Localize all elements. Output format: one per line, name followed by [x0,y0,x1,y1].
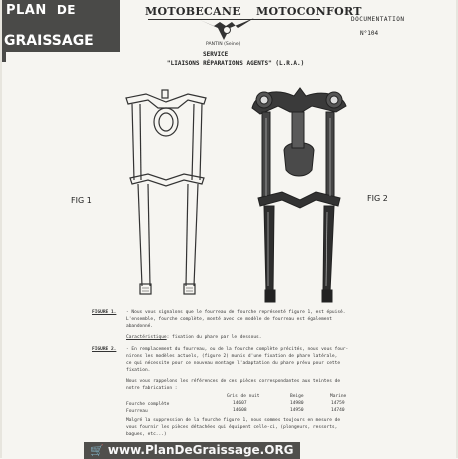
table-cell: 14607 [233,401,247,406]
fork-drawing-fig2 [246,78,351,308]
eagle-logo-icon [198,10,256,44]
figure-2-label: FIG 2 [367,194,388,203]
figure2-section-label: FIGURE 2. [92,347,117,352]
references-line-1: Nous vous rappelons les références de ces pièces correspondantes aux teintes de [126,379,341,384]
characteristic-label: Caractéristique [126,335,167,340]
fork-drawing-fig1 [118,80,213,302]
figure1-section-label: FIGURE 1. [92,310,117,315]
figure1-line-1: - Nous vous signalons que le fourreau de fourche représenté figure 1, est épuisé. [126,310,346,315]
service-title: SERVICE [203,51,229,58]
brand-left: MOTOBECANE [145,5,241,18]
figure1-line-2: L'ensemble, fourche complète, monté avec ce modèle de fourreau est également [126,317,332,322]
table-cell: 14980 [290,401,304,406]
footer-url-link[interactable] [84,442,300,459]
service-subtitle: "LIAISONS RÉPARATIONS AGENTS" (L.R.A.) [167,60,305,67]
watermark-line3: GRAISSAGE [4,33,94,49]
doc-title: DOCUMENTATION [351,16,405,23]
closing-line-1: Malgré la suppression de la fourche figure 1, nous sommes toujours en mesure de [126,418,341,423]
watermark-line1: PLAN DE [6,3,76,18]
table-cell: 14759 [331,401,345,406]
cart-icon: 🛒 [90,444,104,457]
closing-line-2: vous fournir les pièces détachées qui équipent celle-ci, (plongeurs, ressorts, [126,425,338,430]
characteristic-rest: : fixation du phare par le dessous. [166,335,262,340]
closing-line-3: bagues, etc...) [126,432,167,437]
figure-1-label: FIG 1 [71,196,92,205]
table-header-marine: Marine [330,394,347,399]
table-cell: 14950 [290,408,304,413]
figure2-line-4: fixation. [126,368,151,373]
characteristic-line [126,335,261,340]
figure1-line-3: abandonné. [126,324,154,329]
table-header-gris: Gris de nuit [227,394,260,399]
figure2-line-2: nirons les modèles actuels, (figure 2) munis d'une fixation de phare latérale, [126,354,338,359]
footer-url-text: www.PlanDeGraissage.ORG [107,443,294,457]
table-cell: 14740 [331,408,345,413]
table-row-label: Fourreau [126,409,148,414]
table-cell: 14608 [233,408,247,413]
location-text: PANTIN (Seine) [206,42,241,47]
watermark-tab [0,52,6,62]
doc-number: N°104 [360,30,379,37]
table-header-beige: Beige [290,394,304,399]
references-line-2: notre fabrication : [126,386,178,391]
brand-right: MOTOCONFORT [256,5,362,18]
figure2-line-1: - En remplacement du fourreau, ou de la fourche complète précités, nous vous four- [126,347,349,352]
table-row-label: Fourche complète [126,402,170,407]
watermark-logo [0,0,120,52]
figure2-line-3: ce qui nécessite pour ce nouveau montage l'adaptation du phare prévu pour cette [126,361,341,366]
